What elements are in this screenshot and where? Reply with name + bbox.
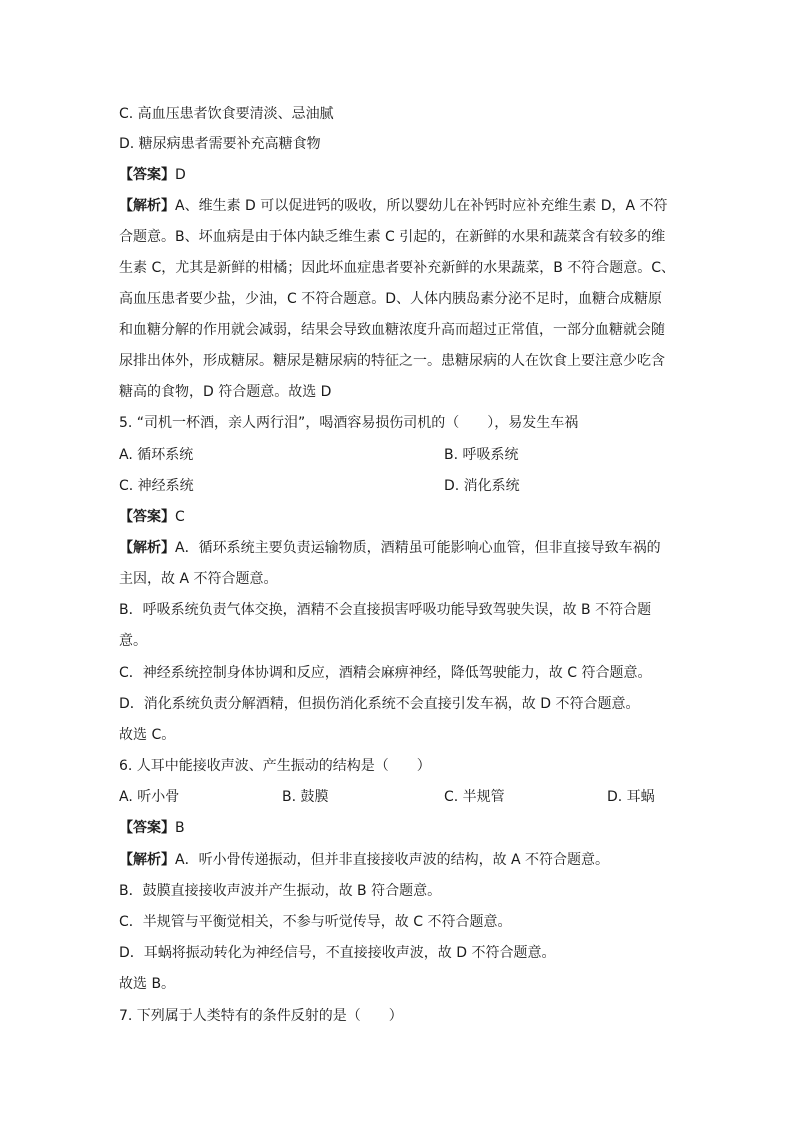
q5-analysis-line: 【解析】A．循环系统主要负责运输物质，酒精虽可能影响心血管，但非直接导致车祸的	[119, 540, 661, 556]
q4-analysis-line: 糖高的食物，D 符合题意。故选 D	[119, 384, 332, 400]
q5-analysis-line: D．消化系统负责分解酒精，但损伤消化系统不会直接引发车祸，故 D 不符合题意。	[119, 696, 640, 712]
q5-option-c: C. 神经系统	[119, 478, 194, 494]
q5-option-d: D. 消化系统	[444, 478, 520, 494]
answer-value: B	[175, 820, 185, 836]
q4-analysis-line: 合题意。B、坏血病是由于体内缺乏维生素 C 引起的，在新鲜的水果和蔬菜含有较多的维	[119, 229, 666, 245]
q4-answer	[119, 165, 186, 185]
q5-option-b: B. 呼吸系统	[444, 447, 519, 463]
q5-analysis-line: 故选 C。	[119, 727, 176, 743]
answer-tag: 【答案】	[119, 820, 175, 836]
q5-answer	[119, 507, 185, 527]
q6-option-a: A. 听小骨	[119, 789, 180, 805]
analysis-tag: 【解析】	[119, 540, 175, 556]
q6-analysis-line: B．鼓膜直接接收声波并产生振动，故 B 符合题意。	[119, 883, 442, 899]
q4-analysis-line: 高血压患者要少盐，少油，C 不符合题意。D、人体内胰岛素分泌不足时，血糖合成糖原	[119, 291, 663, 307]
q5-analysis-line: B．呼吸系统负责气体交换，酒精不会直接损害呼吸功能导致驾驶失误，故 B 不符合题	[119, 602, 652, 618]
q7-stem: 7. 下列属于人类特有的条件反射的是（ ）	[119, 1008, 403, 1024]
q4-analysis-line: 【解析】A、维生素 D 可以促进钙的吸收，所以婴幼儿在补钙时应补充维生素 D，A 不符	[119, 198, 668, 214]
q6-answer	[119, 818, 185, 838]
q5-option-a: A. 循环系统	[119, 447, 194, 463]
q4-analysis-line: 和血糖分解的作用就会减弱，结果会导致血糖浓度升高而超过正常值，一部分血糖就会随	[119, 322, 665, 338]
q4-analysis-line: 尿排出体外，形成糖尿。糖尿是糖尿病的特征之一。患糖尿病的人在饮食上要注意少吃含	[119, 353, 665, 369]
answer-tag: 【答案】	[119, 167, 175, 183]
q6-analysis-line: C．半规管与平衡觉相关，不参与听觉传导，故 C 不符合题意。	[119, 914, 512, 930]
q4-option-c: C. 高血压患者饮食要清淡、忌油腻	[119, 106, 334, 122]
q4-analysis-line: 生素 C，尤其是新鲜的柑橘；因此坏血症患者要补充新鲜的水果蔬菜，B 不符合题意。C、	[119, 260, 676, 276]
q6-option-c: C. 半规管	[444, 789, 505, 805]
q6-stem: 6. 人耳中能接收声波、产生振动的结构是（ ）	[119, 758, 431, 774]
q5-stem: 5. “司机一杯酒，亲人两行泪”，喝酒容易损伤司机的（ ），易发生车祸	[119, 415, 579, 431]
analysis-tag: 【解析】	[119, 198, 175, 214]
answer-tag: 【答案】	[119, 509, 175, 525]
q6-analysis-line: 【解析】A．听小骨传递振动，但并非直接接收声波的结构，故 A 不符合题意。	[119, 852, 610, 868]
q6-analysis-line: D．耳蜗将振动转化为神经信号，不直接接收声波，故 D 不符合题意。	[119, 945, 556, 961]
q4-option-d: D. 糖尿病患者需要补充高糖食物	[119, 136, 321, 152]
q5-analysis-line: C．神经系统控制身体协调和反应，酒精会麻痹神经，降低驾驶能力，故 C 符合题意。	[119, 665, 652, 681]
q6-option-d: D. 耳蜗	[607, 789, 655, 805]
answer-value: C	[175, 509, 185, 525]
answer-value: D	[175, 167, 186, 183]
analysis-tag: 【解析】	[119, 852, 175, 868]
q5-analysis-line: 意。	[119, 633, 147, 649]
q6-analysis-line: 故选 B。	[119, 976, 176, 992]
q5-analysis-line: 主因，故 A 不符合题意。	[119, 571, 278, 587]
q6-option-b: B. 鼓膜	[282, 789, 329, 805]
